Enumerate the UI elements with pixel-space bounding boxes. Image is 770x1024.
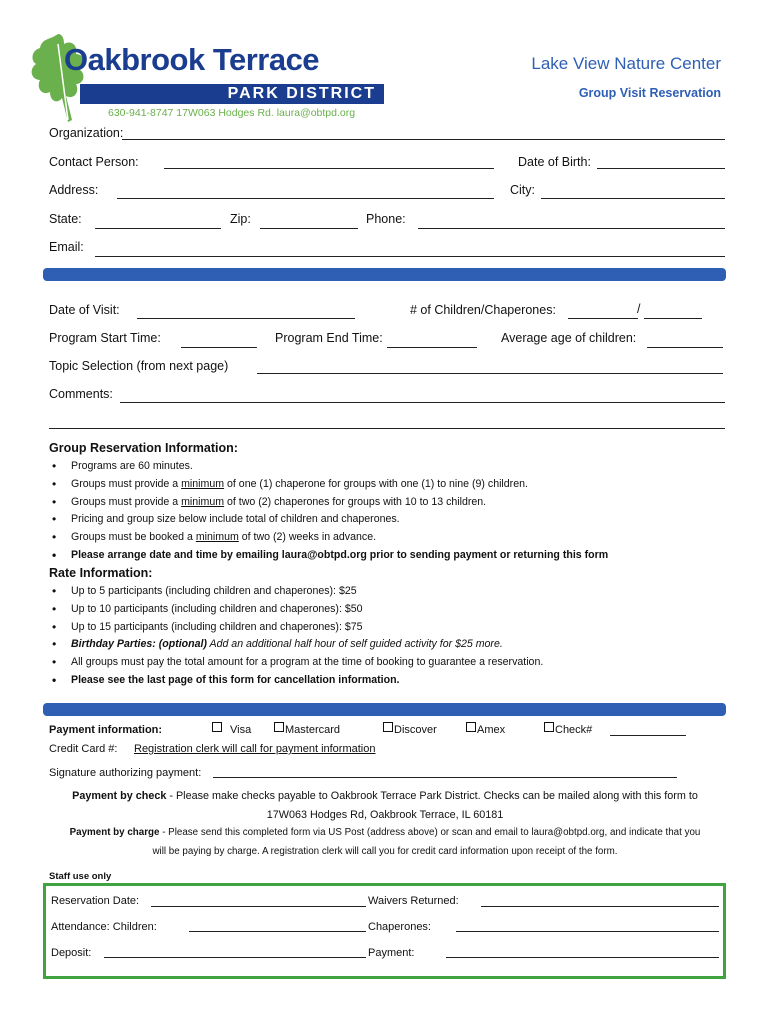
waivers-label: Waivers Returned: bbox=[368, 895, 459, 907]
amex-label: Amex bbox=[477, 724, 506, 736]
topic-label: Topic Selection (from next page) bbox=[49, 359, 229, 373]
logo-banner bbox=[80, 84, 384, 104]
zip-label: Zip: bbox=[230, 212, 251, 226]
city-label: City: bbox=[510, 183, 535, 197]
rate-info-heading: Rate Information: bbox=[49, 566, 153, 580]
header-contact: 630-941-8747 17W063 Hodges Rd. laura@obtpd.org bbox=[108, 107, 356, 119]
check-instructions: Payment by check - Please make checks payable to Oakbrook Terrace Park District. Checks can be mailed along with this form to bbox=[72, 790, 698, 802]
list-item: • Please arrange date and time by emailing laura@obtpd.org prior to sending payment or returning this form bbox=[49, 547, 608, 565]
payment-staff-field[interactable] bbox=[446, 957, 719, 958]
group-info-list bbox=[49, 458, 608, 565]
contact-person-label: Contact Person: bbox=[49, 155, 139, 169]
deposit-field[interactable] bbox=[104, 957, 366, 958]
charge-note: will be paying by charge. A registration clerk will call you for credit card information upon receipt of the form. bbox=[152, 846, 618, 857]
city-field[interactable] bbox=[541, 198, 725, 199]
comments-field-2[interactable] bbox=[49, 428, 725, 429]
dob-field[interactable] bbox=[597, 168, 725, 169]
check-number-field[interactable] bbox=[610, 735, 686, 736]
visa-label: Visa bbox=[230, 724, 252, 736]
phone-label: Phone: bbox=[366, 212, 406, 226]
deposit-label: Deposit: bbox=[51, 947, 92, 959]
organization-field[interactable] bbox=[122, 139, 725, 140]
discover-label: Discover bbox=[394, 724, 437, 736]
slash-separator: / bbox=[637, 302, 641, 316]
email-label: Email: bbox=[49, 240, 84, 254]
charge-instructions: Payment by charge - Please send this completed form via US Post (address above) or scan and email to laura@obtpd.org, and indicate that you bbox=[69, 827, 701, 838]
list-item: • Groups must provide a minimum of one (1) chaperone for groups with one (1) to nine (9) children. bbox=[49, 476, 608, 494]
list-item: • Birthday Parties: (optional) Add an additional half hour of self guided activity for $25 more. bbox=[49, 636, 543, 654]
signature-label: Signature authorizing payment: bbox=[49, 767, 202, 779]
payment-staff-label: Payment: bbox=[368, 947, 415, 959]
discover-checkbox[interactable] bbox=[383, 722, 393, 732]
waivers-field[interactable] bbox=[481, 906, 719, 907]
list-item: • Programs are 60 minutes. bbox=[49, 458, 608, 476]
children-chaperones-label: # of Children/Chaperones: bbox=[410, 303, 556, 317]
comments-field[interactable] bbox=[120, 402, 725, 403]
avg-age-label: Average age of children: bbox=[501, 331, 637, 345]
logo-subtitle: PARK DISTRICT bbox=[227, 85, 376, 102]
start-time-label: Program Start Time: bbox=[49, 331, 161, 345]
logo bbox=[28, 30, 388, 126]
email-field[interactable] bbox=[95, 256, 725, 257]
attendance-field[interactable] bbox=[189, 931, 366, 932]
list-item: • Up to 10 participants (including children and chaperones): $50 bbox=[49, 601, 543, 619]
children-field[interactable] bbox=[568, 318, 638, 319]
divider-bar-2 bbox=[43, 703, 726, 716]
organization-label: Organization: bbox=[49, 126, 124, 140]
topic-field[interactable] bbox=[257, 373, 723, 374]
check-address: 17W063 Hodges Rd, Oakbrook Terrace, IL 60181 bbox=[266, 809, 504, 821]
end-time-label: Program End Time: bbox=[275, 331, 383, 345]
credit-card-label: Credit Card #: bbox=[49, 743, 118, 755]
reservation-date-label: Reservation Date: bbox=[51, 895, 140, 907]
clerk-note[interactable]: Registration clerk will call for payment information bbox=[134, 743, 376, 755]
state-label: State: bbox=[49, 212, 82, 226]
date-of-visit-field[interactable] bbox=[137, 318, 355, 319]
staff-heading: Staff use only bbox=[49, 871, 112, 882]
contact-person-field[interactable] bbox=[164, 168, 494, 169]
mastercard-label: Mastercard bbox=[285, 724, 341, 736]
payment-heading: Payment information: bbox=[49, 724, 163, 736]
divider-bar bbox=[43, 268, 726, 281]
check-checkbox[interactable] bbox=[544, 722, 554, 732]
chaperones-staff-field[interactable] bbox=[456, 931, 719, 932]
address-field[interactable] bbox=[117, 198, 494, 199]
avg-age-field[interactable] bbox=[647, 347, 723, 348]
mastercard-checkbox[interactable] bbox=[274, 722, 284, 732]
state-field[interactable] bbox=[95, 228, 221, 229]
list-item: • Up to 15 participants (including children and chaperones): $75 bbox=[49, 619, 543, 637]
visa-checkbox[interactable] bbox=[212, 722, 222, 732]
chaperones-staff-label: Chaperones: bbox=[368, 921, 431, 933]
list-item: • Please see the last page of this form for cancellation information. bbox=[49, 672, 543, 690]
logo-title: Oakbrook Terrace bbox=[64, 42, 320, 77]
list-item: • Pricing and group size below include total of children and chaperones. bbox=[49, 511, 608, 529]
list-item: • All groups must pay the total amount for a program at the time of booking to guarantee a reservation. bbox=[49, 654, 543, 672]
page-subtitle: Group Visit Reservation bbox=[578, 86, 721, 100]
page-title: Lake View Nature Center bbox=[531, 54, 721, 73]
comments-label: Comments: bbox=[49, 387, 113, 401]
chaperones-field[interactable] bbox=[644, 318, 702, 319]
dob-label: Date of Birth: bbox=[518, 155, 591, 169]
list-item: • Groups must provide a minimum of two (2) chaperones for groups with 10 to 13 children. bbox=[49, 494, 608, 512]
group-info-heading: Group Reservation Information: bbox=[49, 441, 238, 455]
list-item: • Groups must be booked a minimum of two (2) weeks in advance. bbox=[49, 529, 608, 547]
end-time-field[interactable] bbox=[387, 347, 477, 348]
check-label: Check# bbox=[555, 724, 593, 736]
start-time-field[interactable] bbox=[181, 347, 257, 348]
staff-box bbox=[43, 883, 726, 979]
reservation-date-field[interactable] bbox=[151, 906, 366, 907]
amex-checkbox[interactable] bbox=[466, 722, 476, 732]
zip-field[interactable] bbox=[260, 228, 358, 229]
phone-field[interactable] bbox=[418, 228, 725, 229]
list-item: • Up to 5 participants (including children and chaperones): $25 bbox=[49, 583, 543, 601]
attendance-label: Attendance: Children: bbox=[51, 921, 157, 933]
date-of-visit-label: Date of Visit: bbox=[49, 303, 120, 317]
address-label: Address: bbox=[49, 183, 99, 197]
signature-field[interactable] bbox=[213, 777, 677, 778]
rate-info-list bbox=[49, 583, 543, 690]
